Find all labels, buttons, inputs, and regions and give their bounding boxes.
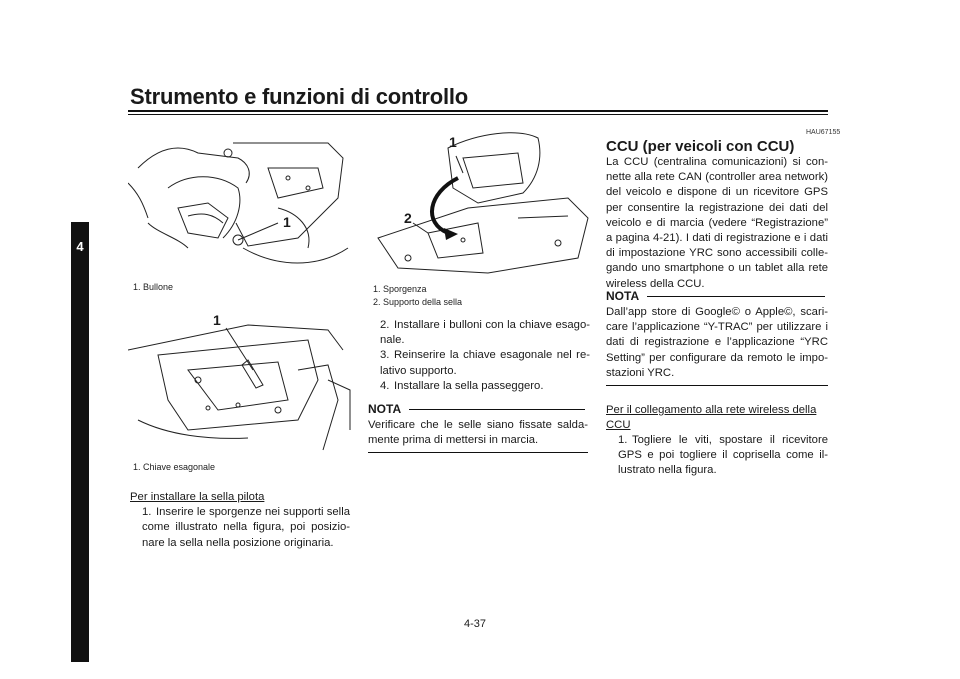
nota-rule-ccu [606, 385, 828, 386]
caption-chiave-esagonale: 1. Chiave esagonale [133, 462, 216, 472]
left-column-text [130, 490, 350, 551]
ccu-body: La CCU (centralina comunicazioni) si con-nette alla rete CAN (controller area network) del veicolo e dispone di un ricevitore GPS per consentire la registrazione dei dati del veicolo e di marcia (vedere “Registrazione” a pagina 4-21). I dati di registrazione e i dati di impostazione YRC sono accessibili colle-gando uno smartphone o un tablet alla rete wireless della CCU. [606, 156, 828, 290]
figure-chiave-esagonale [128, 310, 354, 452]
callout-1: 1 [283, 214, 291, 230]
middle-steps [380, 318, 590, 394]
chapter-number: 4 [71, 236, 89, 258]
callout-1: 1 [449, 134, 457, 150]
step-1: 1. Inserire le sporgenze nei supporti sella come illustrato nella figura, poi posizio-nare la sella nella posizione originaria. [142, 506, 350, 549]
hex-key-illustration [128, 310, 354, 452]
ccu-step-1: 1. Togliere le viti, spostare il ricevitore GPS e poi togliere il coprisella come il-lustrato nella figura. [618, 434, 828, 477]
nota-rule [368, 452, 588, 453]
title-rule [128, 110, 828, 112]
subheading-wireless: Per il collegamento alla rete wireless della CCU [606, 404, 817, 432]
callout-1: 1 [213, 312, 221, 328]
chapter-tab [71, 222, 95, 662]
figure-bullone [128, 128, 354, 276]
nota-text: Verificare che le selle siano fissate salda-mente prima di mettersi in marcia. [368, 419, 588, 447]
seat-bracket-illustration [368, 128, 590, 278]
step-4: 4. Installare la sella passeggero. [380, 379, 544, 392]
figure-sporgenza [368, 128, 590, 278]
caption-bullone: 1. Bullone [133, 282, 174, 292]
callout-2: 2 [404, 210, 412, 226]
nota-heading: NOTA [368, 402, 585, 416]
nota-heading-ccu: NOTA [606, 289, 825, 303]
subheading-install-seat: Per installare la sella pilota [130, 491, 265, 503]
seat-bolt-illustration [128, 128, 354, 276]
caption-supporto: 2. Supporto della sella [373, 297, 463, 307]
nota-text-ccu: Dall’app store di Google© o Apple©, scari-care l’applicazione “Y-TRAC” per utilizzare i dati di registrazione e l’applicazione “YRC Setting” per configurare da remoto le impo-stazioni YRC. [606, 306, 828, 379]
step-2: 2. Installare i bulloni con la chiave esago-nale. [380, 319, 590, 347]
section-code: HAU67155 [806, 129, 841, 136]
page-title: Strumento e funzioni di controllo [130, 84, 469, 109]
step-3: 3. Reinserire la chiave esagonale nel re-lativo supporto. [380, 349, 590, 377]
caption-sporgenza: 1. Sporgenza [373, 284, 427, 294]
section-heading: CCU (per veicoli con CCU) [606, 138, 795, 155]
title-rule-thin [128, 114, 828, 115]
page-number: 4-37 [464, 618, 487, 630]
